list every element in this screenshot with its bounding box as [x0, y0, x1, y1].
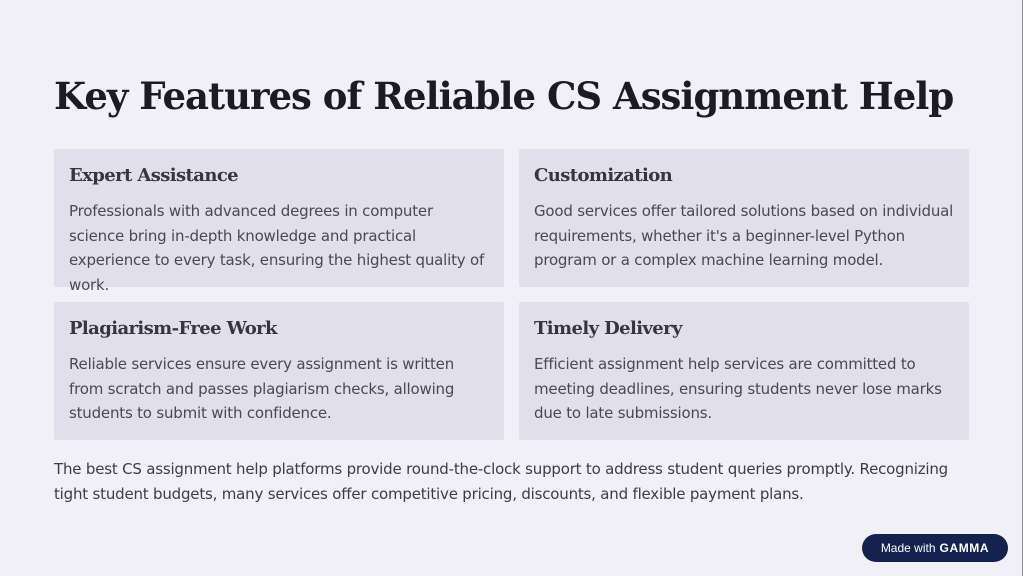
feature-card-expert-assistance	[54, 149, 504, 294]
summary-paragraph: The best CS assignment help platforms provide round-the-clock support to address student queries promptly. Recognizing tight student budgets, many services offer competitive pricing, discounts, and flexible payment plans.	[54, 460, 949, 503]
card-heading: Timely Delivery	[534, 318, 682, 339]
card-body: Professionals with advanced degrees in computer science bring in-depth knowledge and practical experience to every task, ensuring the highest quality of work.	[69, 202, 485, 294]
made-with-gamma-badge[interactable]	[862, 534, 1008, 562]
page-title: Key Features of Reliable CS Assignment Help	[54, 74, 954, 118]
card-heading: Customization	[534, 165, 673, 186]
feature-card-plagiarism-free	[54, 302, 504, 440]
badge-label: Made with	[880, 541, 936, 555]
feature-card-customization	[519, 149, 969, 287]
card-body: Reliable services ensure every assignment is written from scratch and passes plagiarism checks, allowing students to submit with confidence.	[69, 355, 455, 422]
card-body: Good services offer tailored solutions based on individual requirements, whether it's a beginner-level Python program or a complex machine learning model.	[534, 202, 954, 269]
card-body: Efficient assignment help services are committed to meeting deadlines, ensuring students never lose marks due to late submissions.	[534, 355, 942, 422]
card-heading: Expert Assistance	[69, 165, 239, 186]
feature-card-timely-delivery	[519, 302, 969, 440]
gamma-logo: GAMMA	[939, 541, 990, 555]
card-heading: Plagiarism-Free Work	[69, 318, 277, 339]
